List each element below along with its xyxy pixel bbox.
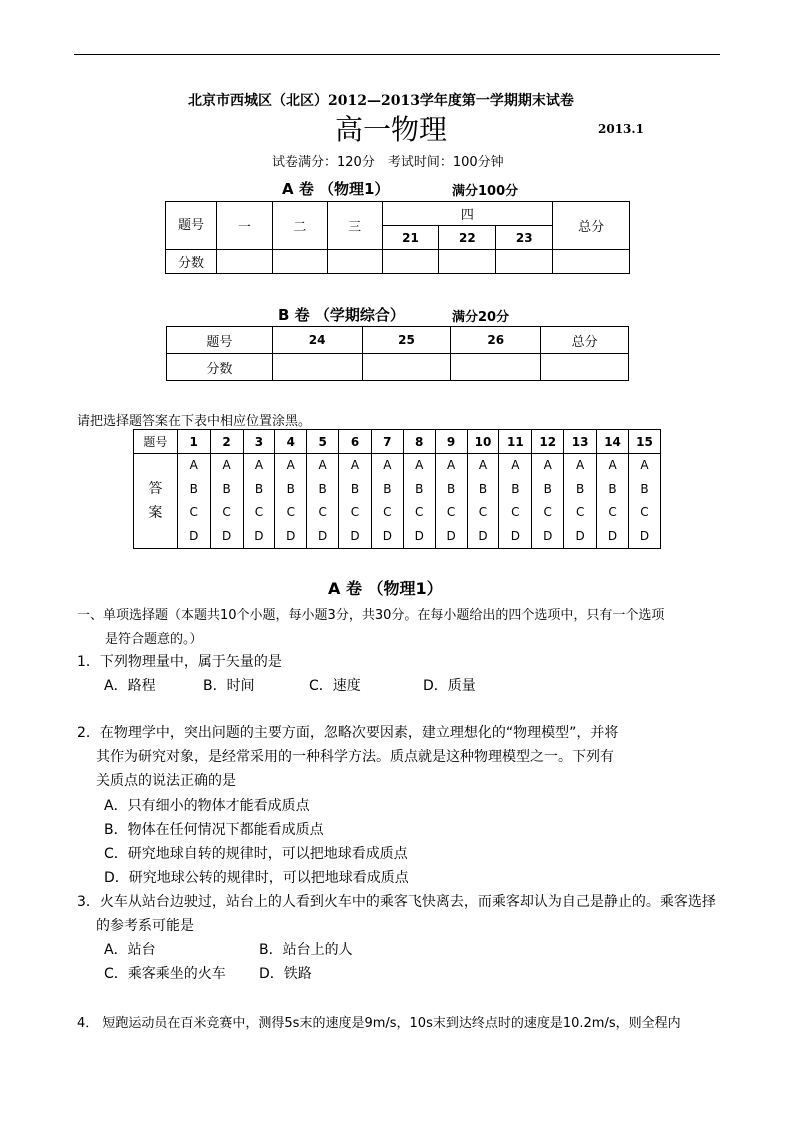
q3-option-a[interactable]: A．站台 xyxy=(104,942,156,958)
q4-stem-line1: 4． 短跑运动员在百米竞赛中，测得5s末的速度是9m/s，10s末到达终点时的速度是10.2m/s，则全程内 xyxy=(77,1016,681,1031)
q1-option-a[interactable]: A．路程 xyxy=(104,678,156,694)
answer-option[interactable]: C xyxy=(415,505,424,519)
q2-stem-line2: 其作为研究对象，是经常采用的一种科学方法。质点就是这种物理模型之一。下列有 xyxy=(96,749,614,765)
section1-heading-line1: 一、单项选择题（本题共10个小题，每小题3分，共30分。在每小题给出的四个选项中，只有一个选项 xyxy=(77,608,665,623)
q3-stem-line1: 3．火车从站台边驶过，站台上的人看到火车中的乘客飞快离去，而乘客却认为自己是静止的。乘客选择 xyxy=(77,894,716,910)
answer-option[interactable]: D xyxy=(446,528,456,543)
question-number: 7 xyxy=(371,430,403,454)
answer-option[interactable]: B xyxy=(415,481,424,496)
answer-option[interactable]: D xyxy=(221,528,232,543)
part-b-title: B 卷 （学期综合） xyxy=(278,306,405,324)
q2-stem-line3: 关质点的说法正确的是 xyxy=(96,773,236,789)
answer-option[interactable]: A xyxy=(189,458,198,472)
answer-option[interactable]: C xyxy=(254,505,264,519)
score-cell[interactable] xyxy=(439,250,496,274)
part-b-score-table xyxy=(166,326,629,381)
answer-option[interactable]: B xyxy=(383,481,392,496)
question-number: 11 xyxy=(499,430,532,454)
answer-option[interactable]: C xyxy=(286,505,295,519)
answer-option[interactable]: B xyxy=(511,481,520,496)
answer-row-label-text: 答案 xyxy=(148,481,163,521)
answer-option[interactable]: A xyxy=(415,458,424,472)
question-number: 8 xyxy=(403,430,435,454)
col-one: 一 xyxy=(216,202,272,250)
q3-option-b[interactable]: B．站台上的人 xyxy=(259,942,353,958)
question-number: 3 xyxy=(243,430,275,454)
answer-cell[interactable] xyxy=(371,454,403,549)
row-label-score: 分数 xyxy=(166,250,217,274)
answer-cell[interactable] xyxy=(597,454,629,549)
question-number: 6 xyxy=(339,430,372,454)
answer-option[interactable]: D xyxy=(318,528,328,543)
answer-cell[interactable] xyxy=(629,454,661,549)
answer-cell[interactable] xyxy=(177,454,210,549)
answer-cell[interactable] xyxy=(564,454,597,549)
answer-option[interactable]: D xyxy=(575,528,585,543)
answer-option[interactable]: C xyxy=(383,505,392,519)
q1-option-d[interactable]: D．质量 xyxy=(423,678,476,694)
answer-option[interactable]: A xyxy=(318,458,327,472)
answer-cell[interactable] xyxy=(403,454,435,549)
score-cell[interactable] xyxy=(382,250,439,274)
col-25: 25 xyxy=(362,327,451,354)
answer-option[interactable]: A xyxy=(640,458,649,472)
row-label-question-no: 题号 xyxy=(166,202,217,250)
score-cell[interactable] xyxy=(327,250,382,274)
question-number: 5 xyxy=(307,430,339,454)
score-cell[interactable] xyxy=(216,250,272,274)
part-a-score-table xyxy=(165,201,630,274)
part-b-full-score: 满分20分 xyxy=(452,310,510,325)
answer-option[interactable]: A xyxy=(350,458,360,472)
col-21: 21 xyxy=(382,226,439,250)
question-number: 13 xyxy=(564,430,597,454)
answer-option[interactable]: D xyxy=(189,528,199,543)
score-cell[interactable] xyxy=(496,250,553,274)
answer-option[interactable]: B xyxy=(286,481,295,496)
question-number: 12 xyxy=(532,430,564,454)
q2-option-d[interactable]: D．研究地球公转的规律时，可以把地球看成质点 xyxy=(104,870,409,886)
answer-option[interactable]: D xyxy=(639,528,650,543)
answer-cell[interactable] xyxy=(339,454,372,549)
answer-option[interactable]: D xyxy=(414,528,424,543)
col-total: 总分 xyxy=(541,327,629,354)
answer-option[interactable]: D xyxy=(510,528,520,543)
answer-option[interactable]: A xyxy=(222,458,231,472)
answer-option[interactable]: A xyxy=(576,458,585,472)
answer-option[interactable]: B xyxy=(446,481,456,496)
answer-cell[interactable] xyxy=(467,454,499,549)
answer-row-label xyxy=(134,454,178,549)
answer-option[interactable]: B xyxy=(478,481,488,496)
answer-header-label: 题号 xyxy=(134,430,178,454)
col-two: 二 xyxy=(272,202,327,250)
q3-option-c[interactable]: C．乘客乘坐的火车 xyxy=(104,966,226,982)
answer-option[interactable]: C xyxy=(350,505,360,519)
question-number: 2 xyxy=(210,430,243,454)
answer-option[interactable]: A xyxy=(254,458,264,472)
answer-option[interactable]: B xyxy=(189,481,198,496)
answer-option[interactable]: A xyxy=(543,458,552,472)
answer-sheet-table xyxy=(133,429,661,549)
q2-option-a[interactable]: A．只有细小的物体才能看成质点 xyxy=(104,798,310,814)
q2-stem-line1: 2．在物理学中，突出问题的主要方面，忽略次要因素，建立理想化的“物理模型”，并将 xyxy=(77,725,619,741)
question-number: 4 xyxy=(275,430,307,454)
answer-option[interactable]: D xyxy=(607,528,618,543)
answer-option[interactable]: C xyxy=(189,505,198,519)
answer-option[interactable]: D xyxy=(382,528,392,543)
header-rule xyxy=(74,54,720,55)
answer-option[interactable]: D xyxy=(350,528,360,543)
answer-cell[interactable] xyxy=(307,454,339,549)
answer-option[interactable]: A xyxy=(478,458,488,472)
col-23: 23 xyxy=(496,226,553,250)
answer-option[interactable]: C xyxy=(446,505,456,519)
section1-heading-line2: 是符合题意的。） xyxy=(105,632,203,647)
answer-instruction: 请把选择题答案在下表中相应位置涂黑。 xyxy=(77,414,312,429)
part-a-full-score: 满分100分 xyxy=(452,184,519,199)
question-number: 1 xyxy=(177,430,210,454)
col-four: 四 xyxy=(382,202,553,226)
answer-option[interactable]: C xyxy=(511,505,520,519)
subject-title: 高一物理 xyxy=(335,113,448,146)
answer-option[interactable]: C xyxy=(575,505,585,519)
q2-option-c[interactable]: C．研究地球自转的规律时，可以把地球看成质点 xyxy=(104,846,408,862)
answer-option[interactable]: B xyxy=(576,481,585,496)
answer-option[interactable]: B xyxy=(350,481,360,496)
q1-option-b[interactable]: B．时间 xyxy=(203,678,255,694)
answer-option[interactable]: B xyxy=(608,481,617,496)
answer-option[interactable]: C xyxy=(222,505,231,519)
answer-option[interactable]: C xyxy=(543,505,552,519)
answer-cell[interactable] xyxy=(435,454,467,549)
col-26: 26 xyxy=(451,327,541,354)
col-24: 24 xyxy=(272,327,362,354)
answer-option[interactable]: D xyxy=(543,528,553,543)
question-number: 14 xyxy=(597,430,629,454)
q3-stem-line2: 的参考系可能是 xyxy=(96,918,194,934)
question-number: 15 xyxy=(629,430,661,454)
answer-option[interactable]: D xyxy=(254,528,264,543)
answer-option[interactable]: C xyxy=(608,505,617,519)
answer-cell[interactable] xyxy=(275,454,307,549)
row-label-question-no: 题号 xyxy=(167,327,273,354)
exam-title: 北京市西城区（北区）2012—2013学年度第一学期期末试卷 xyxy=(188,93,574,109)
answer-cell[interactable] xyxy=(210,454,243,549)
answer-option[interactable]: A xyxy=(383,458,392,472)
question-number: 9 xyxy=(435,430,467,454)
col-22: 22 xyxy=(439,226,496,250)
part-a-title: A 卷 （物理1） xyxy=(282,180,390,198)
answer-cell[interactable] xyxy=(499,454,532,549)
score-cell[interactable] xyxy=(362,354,451,381)
answer-option[interactable]: A xyxy=(286,458,295,472)
answer-option[interactable]: B xyxy=(543,481,552,496)
answer-option[interactable]: B xyxy=(254,481,264,496)
answer-option[interactable]: A xyxy=(446,458,456,472)
exam-date: 2013.1 xyxy=(598,122,644,136)
answer-option[interactable]: C xyxy=(640,505,649,519)
answer-option[interactable]: B xyxy=(318,481,327,496)
score-cell[interactable] xyxy=(272,250,327,274)
answer-option[interactable]: B xyxy=(640,481,649,496)
col-total: 总分 xyxy=(553,202,630,250)
answer-option[interactable]: C xyxy=(478,505,488,519)
exam-info: 试卷满分：120分 考试时间：100分钟 xyxy=(272,155,504,170)
q2-option-b[interactable]: B．物体在任何情况下都能看成质点 xyxy=(104,822,324,838)
answer-cell[interactable] xyxy=(532,454,564,549)
answer-option[interactable]: A xyxy=(608,458,617,472)
answer-option[interactable]: B xyxy=(222,481,231,496)
score-cell[interactable] xyxy=(451,354,541,381)
answer-option[interactable]: A xyxy=(511,458,520,472)
answer-option[interactable]: C xyxy=(318,505,327,519)
q1-option-c[interactable]: C．速度 xyxy=(309,678,361,694)
row-label-score: 分数 xyxy=(167,354,273,381)
col-three: 三 xyxy=(327,202,382,250)
score-cell[interactable] xyxy=(553,250,630,274)
q3-option-d[interactable]: D．铁路 xyxy=(259,966,312,982)
section-a-title: A 卷 （物理1） xyxy=(328,579,443,598)
q1-stem: 1．下列物理量中，属于矢量的是 xyxy=(77,654,282,670)
answer-option[interactable]: D xyxy=(286,528,296,543)
question-number: 10 xyxy=(467,430,499,454)
answer-cell[interactable] xyxy=(243,454,275,549)
score-cell[interactable] xyxy=(541,354,629,381)
score-cell[interactable] xyxy=(272,354,362,381)
answer-option[interactable]: D xyxy=(478,528,488,543)
